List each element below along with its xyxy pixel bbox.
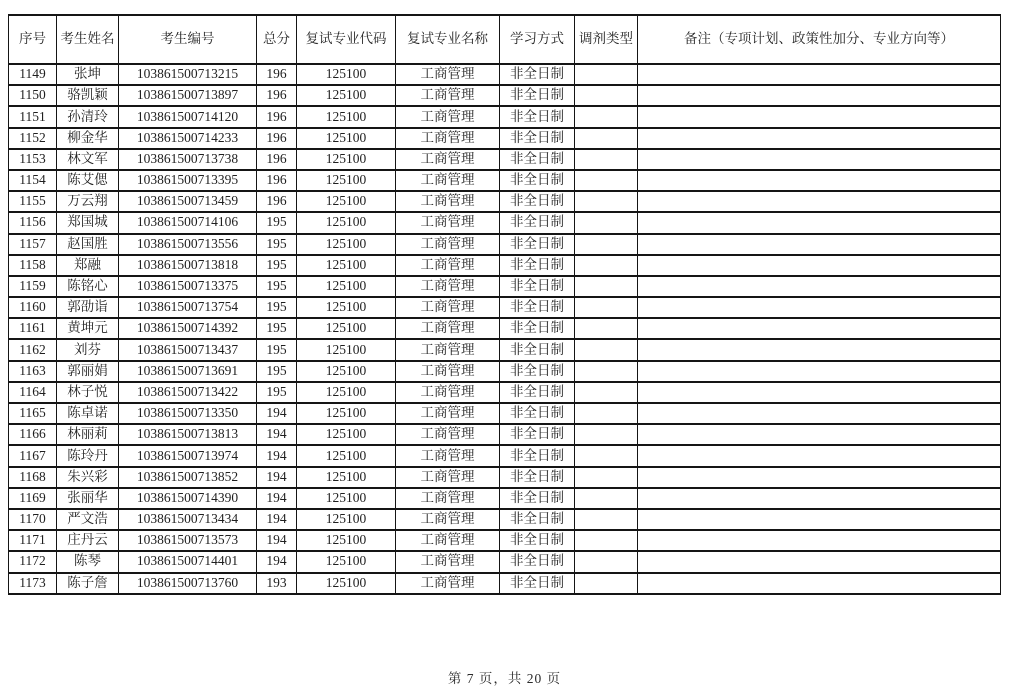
cell-serial: 1158 [9,255,57,276]
table-row [9,445,1001,466]
column-header-adjustment-type: 调剂类型 [575,15,638,64]
cell-candidate-number: 103861500713760 [119,573,257,594]
cell-total-score: 195 [257,212,297,233]
cell-retest-major-name: 工商管理 [396,318,500,339]
cell-remarks [638,85,1001,106]
cell-retest-major-code: 125100 [297,255,396,276]
cell-total-score: 194 [257,509,297,530]
cell-retest-major-code: 125100 [297,530,396,551]
cell-remarks [638,382,1001,403]
cell-retest-major-name: 工商管理 [396,106,500,127]
cell-serial: 1159 [9,276,57,297]
column-header-total-score: 总分 [257,15,297,64]
cell-total-score: 194 [257,530,297,551]
cell-retest-major-name: 工商管理 [396,424,500,445]
cell-study-mode: 非全日制 [500,234,575,255]
cell-serial: 1171 [9,530,57,551]
cell-retest-major-code: 125100 [297,509,396,530]
cell-total-score: 195 [257,361,297,382]
cell-remarks [638,212,1001,233]
cell-serial: 1153 [9,149,57,170]
column-header-retest-major-code: 复试专业代码 [297,15,396,64]
cell-adjustment-type [575,297,638,318]
cell-adjustment-type [575,573,638,594]
cell-retest-major-code: 125100 [297,488,396,509]
cell-study-mode: 非全日制 [500,276,575,297]
table-row [9,551,1001,572]
cell-remarks [638,234,1001,255]
cell-retest-major-code: 125100 [297,573,396,594]
cell-adjustment-type [575,149,638,170]
cell-candidate-name: 林丽莉 [57,424,119,445]
cell-serial: 1167 [9,445,57,466]
cell-adjustment-type [575,424,638,445]
cell-retest-major-name: 工商管理 [396,170,500,191]
table-row [9,64,1001,85]
cell-candidate-name: 郭劭诣 [57,297,119,318]
column-header-serial: 序号 [9,15,57,64]
cell-study-mode: 非全日制 [500,128,575,149]
cell-total-score: 196 [257,191,297,212]
cell-candidate-number: 103861500714106 [119,212,257,233]
cell-remarks [638,445,1001,466]
cell-candidate-name: 郭丽娟 [57,361,119,382]
cell-retest-major-name: 工商管理 [396,64,500,85]
cell-total-score: 196 [257,64,297,85]
cell-adjustment-type [575,128,638,149]
cell-adjustment-type [575,276,638,297]
table-row [9,255,1001,276]
cell-serial: 1155 [9,191,57,212]
cell-candidate-name: 张坤 [57,64,119,85]
cell-study-mode: 非全日制 [500,445,575,466]
cell-total-score: 195 [257,318,297,339]
cell-candidate-name: 刘芬 [57,339,119,360]
cell-total-score: 196 [257,170,297,191]
cell-retest-major-name: 工商管理 [396,85,500,106]
cell-serial: 1172 [9,551,57,572]
cell-remarks [638,276,1001,297]
table-row [9,382,1001,403]
cell-retest-major-name: 工商管理 [396,551,500,572]
cell-retest-major-name: 工商管理 [396,234,500,255]
cell-serial: 1165 [9,403,57,424]
table-row [9,212,1001,233]
cell-adjustment-type [575,318,638,339]
cell-study-mode: 非全日制 [500,191,575,212]
cell-retest-major-name: 工商管理 [396,573,500,594]
cell-study-mode: 非全日制 [500,85,575,106]
cell-adjustment-type [575,255,638,276]
cell-serial: 1170 [9,509,57,530]
cell-retest-major-code: 125100 [297,318,396,339]
cell-study-mode: 非全日制 [500,212,575,233]
cell-study-mode: 非全日制 [500,64,575,85]
table-row [9,530,1001,551]
cell-candidate-number: 103861500713691 [119,361,257,382]
cell-candidate-number: 103861500713395 [119,170,257,191]
cell-adjustment-type [575,191,638,212]
cell-candidate-name: 郑国城 [57,212,119,233]
cell-retest-major-code: 125100 [297,467,396,488]
table-row [9,573,1001,594]
column-header-study-mode: 学习方式 [500,15,575,64]
cell-adjustment-type [575,445,638,466]
table-row [9,488,1001,509]
cell-candidate-name: 黄坤元 [57,318,119,339]
cell-adjustment-type [575,530,638,551]
cell-total-score: 195 [257,382,297,403]
cell-candidate-name: 陈玲丹 [57,445,119,466]
column-header-retest-major-name: 复试专业名称 [396,15,500,64]
cell-serial: 1157 [9,234,57,255]
cell-study-mode: 非全日制 [500,530,575,551]
cell-retest-major-code: 125100 [297,212,396,233]
table-row [9,149,1001,170]
cell-remarks [638,551,1001,572]
table-row [9,509,1001,530]
cell-candidate-number: 103861500714401 [119,551,257,572]
cell-serial: 1162 [9,339,57,360]
cell-serial: 1154 [9,170,57,191]
cell-remarks [638,318,1001,339]
table-row [9,403,1001,424]
cell-candidate-number: 103861500713813 [119,424,257,445]
cell-candidate-number: 103861500713738 [119,149,257,170]
cell-study-mode: 非全日制 [500,424,575,445]
cell-total-score: 194 [257,467,297,488]
cell-candidate-name: 万云翔 [57,191,119,212]
cell-candidate-number: 103861500713437 [119,339,257,360]
cell-study-mode: 非全日制 [500,403,575,424]
cell-candidate-number: 103861500714120 [119,106,257,127]
cell-candidate-number: 103861500713350 [119,403,257,424]
cell-retest-major-code: 125100 [297,170,396,191]
cell-retest-major-name: 工商管理 [396,191,500,212]
cell-serial: 1166 [9,424,57,445]
cell-candidate-number: 103861500713215 [119,64,257,85]
cell-adjustment-type [575,382,638,403]
cell-remarks [638,297,1001,318]
cell-retest-major-code: 125100 [297,361,396,382]
cell-candidate-number: 103861500713573 [119,530,257,551]
cell-retest-major-code: 125100 [297,234,396,255]
cell-remarks [638,488,1001,509]
cell-candidate-name: 张丽华 [57,488,119,509]
table-row [9,106,1001,127]
header-row [9,15,1001,64]
cell-retest-major-name: 工商管理 [396,509,500,530]
cell-adjustment-type [575,509,638,530]
cell-remarks [638,170,1001,191]
cell-candidate-name: 陈琴 [57,551,119,572]
cell-candidate-name: 陈子詹 [57,573,119,594]
cell-candidate-number: 103861500713556 [119,234,257,255]
cell-study-mode: 非全日制 [500,509,575,530]
cell-adjustment-type [575,551,638,572]
cell-total-score: 195 [257,255,297,276]
cell-total-score: 195 [257,234,297,255]
cell-adjustment-type [575,106,638,127]
cell-study-mode: 非全日制 [500,551,575,572]
cell-retest-major-name: 工商管理 [396,382,500,403]
cell-total-score: 195 [257,339,297,360]
cell-adjustment-type [575,467,638,488]
cell-candidate-name: 陈铭心 [57,276,119,297]
cell-study-mode: 非全日制 [500,488,575,509]
cell-candidate-number: 103861500714233 [119,128,257,149]
page-number-footer: 第 7 页，共 20 页 [447,671,562,686]
cell-retest-major-name: 工商管理 [396,149,500,170]
cell-study-mode: 非全日制 [500,361,575,382]
cell-total-score: 193 [257,573,297,594]
cell-candidate-number: 103861500713852 [119,467,257,488]
table-row [9,170,1001,191]
cell-study-mode: 非全日制 [500,170,575,191]
table-row [9,191,1001,212]
table-row [9,361,1001,382]
cell-retest-major-code: 125100 [297,403,396,424]
cell-retest-major-code: 125100 [297,106,396,127]
cell-serial: 1173 [9,573,57,594]
cell-candidate-name: 柳金华 [57,128,119,149]
cell-study-mode: 非全日制 [500,467,575,488]
cell-retest-major-code: 125100 [297,128,396,149]
cell-candidate-name: 陈卓诺 [57,403,119,424]
cell-candidate-number: 103861500713459 [119,191,257,212]
table-body [9,64,1001,594]
cell-adjustment-type [575,234,638,255]
cell-total-score: 194 [257,551,297,572]
column-header-candidate-name: 考生姓名 [57,15,119,64]
cell-remarks [638,530,1001,551]
cell-retest-major-name: 工商管理 [396,361,500,382]
cell-adjustment-type [575,85,638,106]
cell-serial: 1156 [9,212,57,233]
cell-total-score: 195 [257,276,297,297]
table-row [9,276,1001,297]
cell-serial: 1151 [9,106,57,127]
cell-total-score: 196 [257,85,297,106]
cell-retest-major-code: 125100 [297,64,396,85]
cell-remarks [638,149,1001,170]
table-row [9,424,1001,445]
cell-retest-major-name: 工商管理 [396,276,500,297]
cell-retest-major-name: 工商管理 [396,128,500,149]
table-row [9,128,1001,149]
cell-retest-major-code: 125100 [297,149,396,170]
cell-study-mode: 非全日制 [500,318,575,339]
table-row [9,297,1001,318]
cell-retest-major-code: 125100 [297,551,396,572]
cell-retest-major-code: 125100 [297,191,396,212]
cell-remarks [638,106,1001,127]
results-table [8,14,1001,595]
cell-remarks [638,424,1001,445]
cell-serial: 1164 [9,382,57,403]
cell-serial: 1149 [9,64,57,85]
cell-study-mode: 非全日制 [500,339,575,360]
cell-candidate-number: 103861500713974 [119,445,257,466]
cell-retest-major-name: 工商管理 [396,530,500,551]
cell-total-score: 196 [257,128,297,149]
cell-candidate-name: 陈艾偲 [57,170,119,191]
cell-retest-major-name: 工商管理 [396,255,500,276]
cell-retest-major-name: 工商管理 [396,212,500,233]
cell-serial: 1161 [9,318,57,339]
cell-remarks [638,255,1001,276]
cell-study-mode: 非全日制 [500,297,575,318]
cell-adjustment-type [575,403,638,424]
cell-retest-major-name: 工商管理 [396,488,500,509]
cell-study-mode: 非全日制 [500,255,575,276]
cell-adjustment-type [575,170,638,191]
cell-adjustment-type [575,212,638,233]
cell-remarks [638,361,1001,382]
cell-study-mode: 非全日制 [500,382,575,403]
cell-retest-major-code: 125100 [297,85,396,106]
cell-total-score: 194 [257,445,297,466]
cell-candidate-name: 严文浩 [57,509,119,530]
cell-retest-major-code: 125100 [297,382,396,403]
cell-serial: 1150 [9,85,57,106]
cell-retest-major-name: 工商管理 [396,445,500,466]
cell-retest-major-code: 125100 [297,297,396,318]
cell-serial: 1168 [9,467,57,488]
table-row [9,339,1001,360]
table-row [9,318,1001,339]
cell-remarks [638,467,1001,488]
cell-remarks [638,64,1001,85]
cell-candidate-name: 赵国胜 [57,234,119,255]
cell-remarks [638,509,1001,530]
cell-total-score: 194 [257,403,297,424]
cell-candidate-name: 庄丹云 [57,530,119,551]
cell-candidate-number: 103861500713897 [119,85,257,106]
cell-retest-major-code: 125100 [297,276,396,297]
column-header-remarks: 备注（专项计划、政策性加分、专业方向等） [638,15,1001,64]
cell-candidate-number: 103861500714390 [119,488,257,509]
column-header-candidate-number: 考生编号 [119,15,257,64]
cell-remarks [638,403,1001,424]
cell-candidate-name: 孙清玲 [57,106,119,127]
cell-adjustment-type [575,361,638,382]
cell-candidate-number: 103861500713754 [119,297,257,318]
cell-adjustment-type [575,339,638,360]
cell-retest-major-name: 工商管理 [396,467,500,488]
cell-candidate-number: 103861500713434 [119,509,257,530]
cell-adjustment-type [575,488,638,509]
cell-retest-major-name: 工商管理 [396,403,500,424]
cell-adjustment-type [575,64,638,85]
cell-total-score: 194 [257,488,297,509]
cell-total-score: 196 [257,149,297,170]
cell-candidate-number: 103861500713422 [119,382,257,403]
cell-serial: 1169 [9,488,57,509]
table-row [9,85,1001,106]
cell-candidate-number: 103861500714392 [119,318,257,339]
cell-candidate-name: 林文军 [57,149,119,170]
cell-study-mode: 非全日制 [500,149,575,170]
cell-retest-major-code: 125100 [297,339,396,360]
cell-total-score: 194 [257,424,297,445]
cell-remarks [638,339,1001,360]
cell-remarks [638,573,1001,594]
cell-retest-major-code: 125100 [297,445,396,466]
cell-study-mode: 非全日制 [500,573,575,594]
cell-serial: 1160 [9,297,57,318]
cell-candidate-number: 103861500713375 [119,276,257,297]
cell-serial: 1163 [9,361,57,382]
cell-candidate-name: 林子悦 [57,382,119,403]
cell-candidate-name: 骆凯颖 [57,85,119,106]
cell-candidate-name: 郑融 [57,255,119,276]
cell-total-score: 195 [257,297,297,318]
cell-retest-major-code: 125100 [297,424,396,445]
cell-remarks [638,191,1001,212]
table-row [9,234,1001,255]
cell-retest-major-name: 工商管理 [396,339,500,360]
cell-candidate-number: 103861500713818 [119,255,257,276]
cell-candidate-name: 朱兴彩 [57,467,119,488]
table-row [9,467,1001,488]
cell-study-mode: 非全日制 [500,106,575,127]
cell-retest-major-name: 工商管理 [396,297,500,318]
cell-serial: 1152 [9,128,57,149]
cell-remarks [638,128,1001,149]
cell-total-score: 196 [257,106,297,127]
